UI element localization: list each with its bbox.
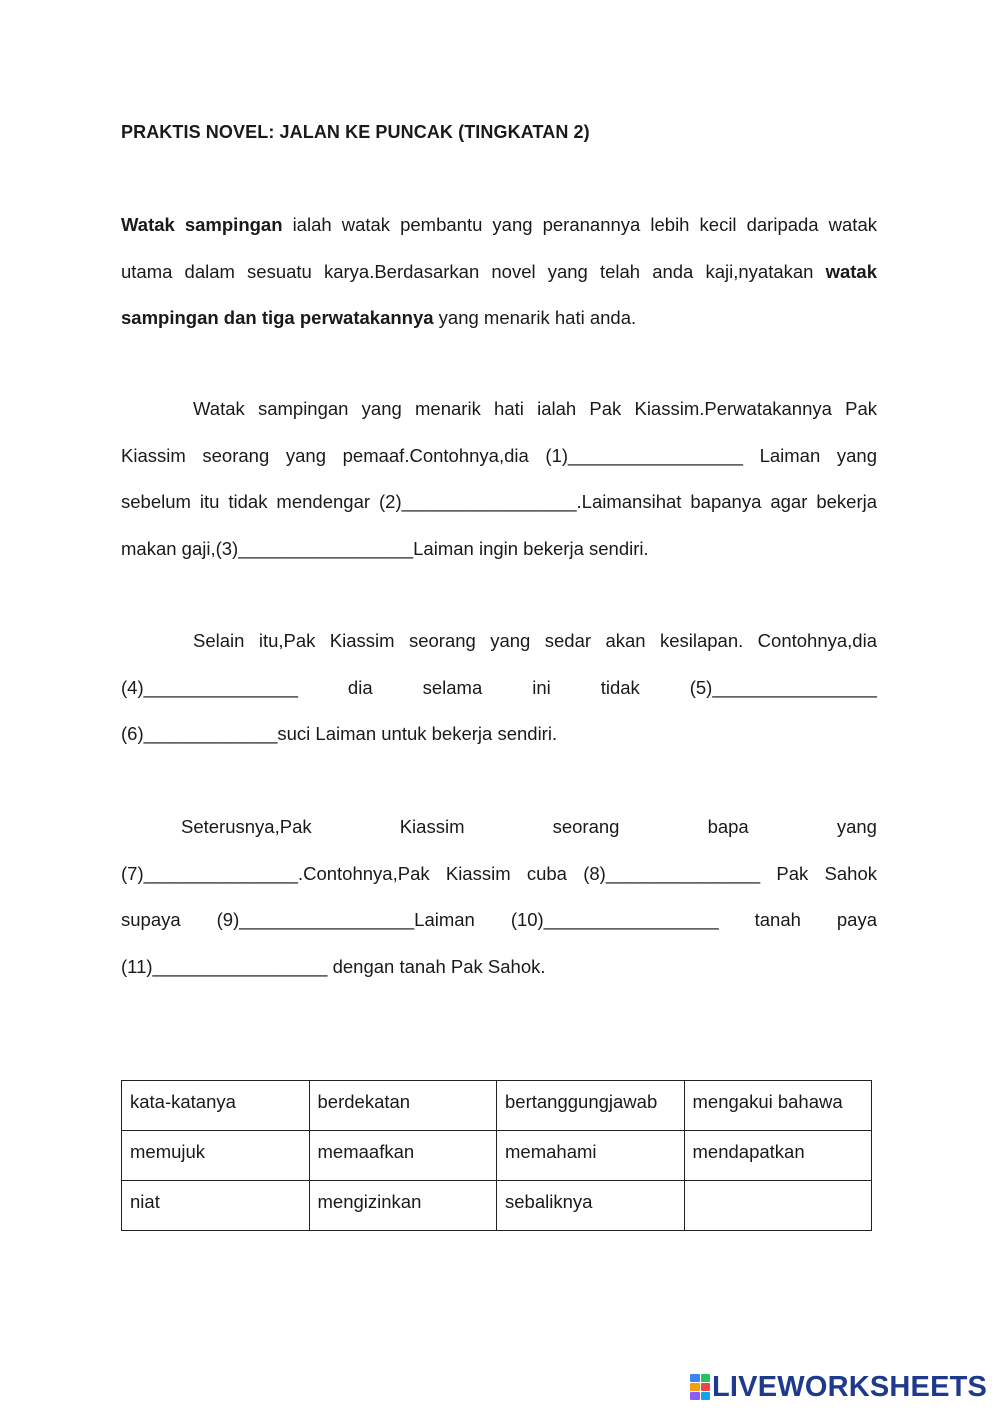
paragraph-3-word: seorang (552, 816, 620, 837)
liveworksheets-logo-icon (690, 1374, 710, 1400)
paragraph-3-text: Laiman (10) (414, 909, 544, 930)
paragraph-3-text: dengan tanah Pak Sahok. (327, 955, 546, 977)
paragraph-1-text: .Laimansihat bapanya agar bekerja makan gaji,(3) (121, 491, 878, 559)
paragraph-3-word: bapa (707, 816, 749, 837)
intro-text: ialah watak pembantu yang peranannya lebih kecil daripada watak utama dalam sesuatu karya.Berdasarkan novel yang telah anda kaji,nyatakan (121, 214, 877, 282)
paragraph-3-line-1 (121, 804, 877, 851)
word-bank-cell: berdekatan (309, 1081, 497, 1131)
liveworksheets-logo-text: LIVEWORKSHEETS (712, 1370, 988, 1403)
intro-bold-task: watak sampingan dan tiga perwatakannya (121, 260, 877, 328)
paragraph-3-text: tanah paya (11) (121, 909, 877, 977)
paragraph-3-text: .Contohnya,Pak Kiassim cuba (8) (297, 862, 606, 884)
paragraph-2-text: (6) (121, 723, 144, 744)
paragraph-3-word: Kiassim (399, 816, 465, 837)
blank-8[interactable]: _______________ (605, 862, 761, 884)
paragraph-2-word: ini (532, 676, 551, 698)
paragraph-2-word: dia (347, 676, 373, 698)
word-bank-cell (684, 1181, 872, 1231)
paragraph-3-text: Pak Sahok supaya (9) (121, 862, 877, 930)
word-bank-cell: mengakui bahawa (684, 1081, 872, 1131)
blank-9[interactable]: _________________ (239, 909, 415, 930)
liveworksheets-logo[interactable] (690, 1372, 987, 1402)
intro-bold-term: Watak sampingan (121, 214, 283, 235)
blank-10[interactable]: _________________ (543, 909, 719, 930)
blank-5[interactable]: (5)________________ (689, 676, 877, 698)
paragraph-2-line-2 (121, 665, 877, 712)
table-row (122, 1181, 872, 1231)
word-bank-cell: sebaliknya (497, 1181, 685, 1231)
paragraph-3 (121, 804, 877, 990)
blank-1[interactable]: _________________ (568, 444, 743, 466)
word-bank-cell: mendapatkan (684, 1131, 872, 1181)
paragraph-1-text: Laiman ingin bekerja sendiri. (413, 537, 649, 559)
word-bank-cell: niat (122, 1181, 310, 1231)
blank-3[interactable]: _________________ (238, 537, 414, 559)
paragraph-1 (121, 386, 877, 572)
blank-2[interactable]: _________________ (401, 491, 577, 512)
word-bank-cell: memaafkan (309, 1131, 497, 1181)
word-bank-cell: kata-katanya (122, 1081, 310, 1131)
paragraph-2 (121, 618, 877, 758)
paragraph-3-word: yang (836, 816, 877, 837)
paragraph-1-text: Watak sampingan yang menarik hati ialah Pak Kiassim.Perwatakannya Pak Kiassim seorang yang pemaaf.Contohnya,dia (1) (121, 398, 877, 466)
paragraph-2-word: tidak (600, 676, 640, 698)
blank-7[interactable]: _______________ (143, 862, 298, 884)
blank-11[interactable]: _________________ (152, 955, 328, 977)
word-bank-cell: memahami (497, 1131, 685, 1181)
paragraph-2-text: Selain itu,Pak Kiassim seorang yang sedar akan kesilapan. Contohnya,dia (193, 630, 877, 651)
paragraph-1-text: Laiman yang sebelum itu tidak mendengar (2) (121, 444, 877, 512)
paragraph-2-text: suci Laiman untuk bekerja sendiri. (277, 723, 558, 744)
word-bank-cell: memujuk (122, 1131, 310, 1181)
word-bank-table (121, 1080, 872, 1231)
paragraph-2-word: selama (422, 676, 483, 698)
page-title: PRAKTIS NOVEL: JALAN KE PUNCAK (TINGKATAN 2) (121, 122, 590, 142)
blank-6[interactable]: _____________ (143, 723, 278, 744)
word-bank-cell: bertanggungjawab (497, 1081, 685, 1131)
paragraph-3-text: (7) (121, 862, 144, 884)
paragraph-3-word: Seterusnya,Pak (181, 816, 312, 837)
blank-4[interactable]: (4)_______________ (121, 676, 298, 698)
intro-paragraph (121, 202, 877, 342)
word-bank-cell: mengizinkan (309, 1181, 497, 1231)
intro-text-end: yang menarik hati anda. (433, 307, 637, 328)
table-row (122, 1081, 872, 1131)
table-row (122, 1131, 872, 1181)
